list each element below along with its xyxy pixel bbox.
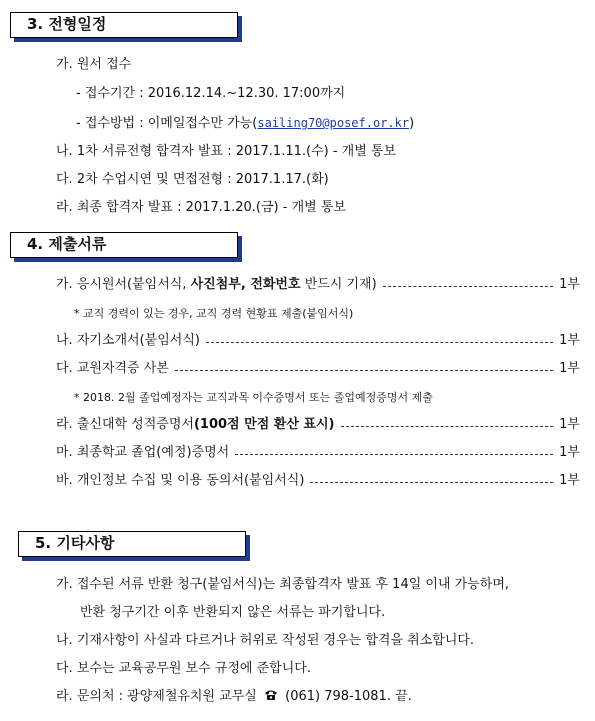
s4-ra-text-a: 라. 출신대학 성적증명서	[56, 417, 194, 432]
s4-da-count: 1부	[559, 361, 580, 376]
s4-na-text: 나. 자기소개서(붙임서식)	[56, 333, 200, 348]
s3-method-prefix: - 접수방법 : 이메일접수만 가능(	[76, 116, 258, 131]
s4-ra-count: 1부	[559, 417, 580, 432]
leader-dots	[341, 426, 554, 427]
section-5-header	[18, 531, 246, 557]
s4-ra-row	[56, 416, 580, 434]
s4-da-text: 다. 교원자격증 사본	[56, 361, 169, 376]
s3-da: 다. 2차 수업시연 및 면접전형 : 2017.1.17.(화)	[56, 172, 329, 187]
leader-dots	[206, 342, 553, 343]
section-5-title: 5. 기타사항	[35, 534, 115, 552]
s4-ga-count: 1부	[559, 277, 580, 292]
s5-ra	[56, 688, 412, 706]
leader-dots	[235, 454, 553, 455]
s4-ba-row	[56, 472, 580, 490]
section-4-header	[10, 232, 238, 258]
s4-ga-note: * 교직 경력이 있는 경우, 교직 경력 현황표 제출(붙임서식)	[74, 307, 354, 320]
s4-ra-text-b: (100점 만점 환산 표시)	[193, 417, 335, 432]
s4-ma-text: 마. 최종학교 졸업(예정)증명서	[56, 445, 230, 460]
s3-method	[76, 114, 414, 133]
s3-na: 나. 1차 서류전형 합격자 발표 : 2017.1.11.(수) - 개별 통보	[56, 144, 397, 159]
s3-method-suffix: )	[409, 116, 415, 131]
s4-ga-text-b: 사진첨부, 전화번호	[190, 277, 301, 292]
s4-ga-row	[56, 276, 580, 294]
section-4-title: 4. 제출서류	[27, 235, 107, 253]
leader-dots	[310, 482, 553, 483]
s4-ga-text-c: 반드시 기재)	[300, 277, 377, 292]
s4-ga-text-a: 가. 응시원서(붙임서식,	[56, 277, 191, 292]
section-3-title: 3. 전형일정	[27, 15, 107, 33]
s3-ga-label: 가. 원서 접수	[56, 57, 132, 72]
s4-ma-count: 1부	[559, 445, 580, 460]
email-link[interactable]: sailing70@posef.or.kr	[257, 116, 410, 130]
s4-na-row	[56, 332, 580, 350]
s5-na: 나. 기재사항이 사실과 다르거나 허위로 작성된 경우는 합격을 취소합니다.	[56, 633, 475, 648]
s5-ga-line1: 가. 접수된 서류 반환 청구(붙임서식)는 최종합격자 발표 후 14일 이내 가능하며,	[56, 577, 510, 592]
s3-period: - 접수기간 : 2016.12.14.~12.30. 17:00까지	[76, 86, 346, 101]
s4-ba-count: 1부	[559, 473, 580, 488]
s4-na-count: 1부	[559, 333, 580, 348]
leader-dots	[175, 370, 553, 371]
s5-ga-line2: 반환 청구기간 이후 반환되지 않은 서류는 파기합니다.	[80, 605, 386, 620]
s4-da-row	[56, 360, 580, 378]
s5-da: 다. 보수는 교육공무원 보수 규정에 준합니다.	[56, 661, 311, 676]
s5-ra-phone: (061) 798-1081. 끝.	[285, 689, 412, 704]
section-3-header	[10, 12, 238, 38]
s5-ra-prefix: 라. 문의처 : 광양제철유치원 교무실	[56, 689, 257, 704]
s4-ba-text: 바. 개인정보 수집 및 이용 동의서(붙임서식)	[56, 473, 305, 488]
leader-dots	[383, 286, 553, 287]
s3-ra: 라. 최종 합격자 발표 : 2017.1.20.(금) - 개별 통보	[56, 200, 346, 215]
telephone-icon	[264, 689, 278, 701]
s4-ma-row	[56, 444, 580, 462]
s4-da-note: * 2018. 2월 졸업예정자는 교직과목 이수증명서 또는 졸업예정증명서 제출	[74, 391, 433, 404]
